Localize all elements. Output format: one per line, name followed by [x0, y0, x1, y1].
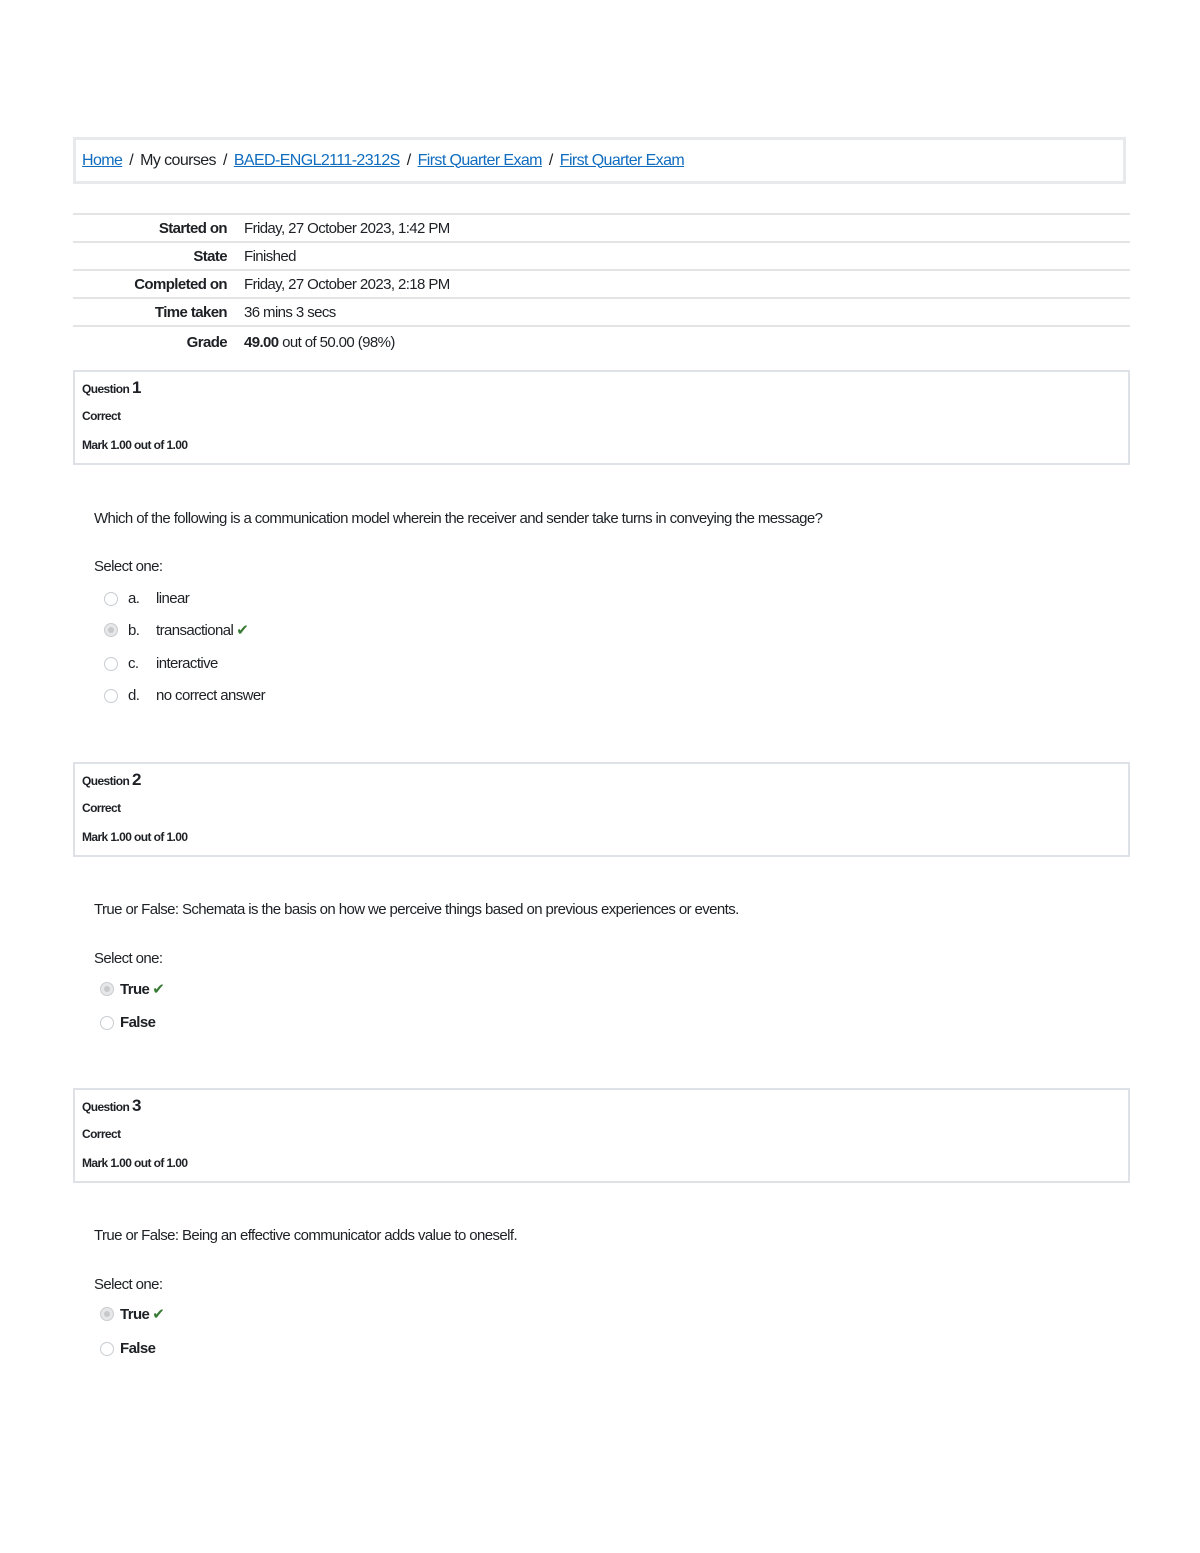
radio-button[interactable] [104, 689, 118, 703]
grade-value [244, 334, 395, 351]
grade-label: Grade [186, 333, 227, 351]
radio-button[interactable] [100, 1016, 114, 1030]
answer-option-true[interactable] [100, 1305, 164, 1323]
state-label: State [193, 247, 227, 265]
question-text: True or False: Schemata is the basis on how we perceive things based on previous experiences or events. [94, 901, 739, 918]
question-mark: Mark 1.00 out of 1.00 [82, 1156, 188, 1170]
summary-row-time [73, 297, 1130, 325]
radio-button-selected[interactable] [100, 1307, 114, 1321]
state-value: Finished [244, 247, 296, 265]
option-text: transactional [156, 621, 234, 639]
question-info-box [73, 370, 1130, 465]
summary-row-completed [73, 269, 1130, 297]
answer-option-c[interactable] [104, 655, 218, 672]
answer-option-false[interactable] [100, 1014, 155, 1031]
option-letter: c. [128, 655, 139, 672]
answer-option-b[interactable] [104, 621, 248, 639]
option-text: False [120, 1014, 156, 1031]
breadcrumb-activity-link[interactable]: First Quarter Exam [559, 151, 685, 169]
breadcrumb-home-link[interactable]: Home [82, 151, 123, 169]
option-text: False [120, 1340, 156, 1357]
select-one-prompt: Select one: [94, 950, 163, 967]
option-letter: b. [128, 621, 140, 639]
radio-button-selected[interactable] [100, 982, 114, 996]
option-letter: d. [128, 687, 140, 704]
question-label: Question [82, 382, 130, 396]
select-one-prompt: Select one: [94, 558, 163, 575]
question-state: Correct [82, 409, 121, 423]
breadcrumb-course-link[interactable]: BAED-ENGL2111-2312S [233, 151, 400, 169]
grade-score: 49.00 [244, 333, 279, 351]
question-number-value: 2 [131, 770, 141, 789]
breadcrumb-separator: / [129, 151, 134, 169]
breadcrumb-separator: / [548, 151, 553, 169]
summary-row-grade [73, 325, 1130, 357]
question-state: Correct [82, 1127, 121, 1141]
completed-value: Friday, 27 October 2023, 2:18 PM [244, 275, 450, 293]
check-icon: ✔ [236, 622, 249, 639]
radio-button[interactable] [100, 1342, 114, 1356]
question-info-box [73, 762, 1130, 857]
option-text: True [120, 1305, 150, 1323]
question-mark: Mark 1.00 out of 1.00 [82, 830, 188, 844]
time-taken-value: 36 mins 3 secs [244, 303, 336, 321]
option-text: no correct answer [156, 687, 266, 704]
breadcrumb-my-courses: My courses [140, 151, 216, 169]
question-label: Question [82, 1100, 130, 1114]
question-number-value: 1 [131, 378, 141, 397]
question-label: Question [82, 774, 130, 788]
check-icon: ✔ [152, 1306, 165, 1323]
question-number-value: 3 [131, 1096, 141, 1115]
breadcrumb-section-link[interactable]: First Quarter Exam [417, 151, 542, 169]
question-info-box [73, 1088, 1130, 1183]
time-taken-label: Time taken [154, 303, 227, 321]
question-text: Which of the following is a communication model wherein the receiver and sender take turns in conveying the message? [94, 510, 823, 527]
grade-out-of: out of 50.00 (98%) [282, 333, 395, 351]
started-value: Friday, 27 October 2023, 1:42 PM [244, 219, 450, 237]
summary-row-state [73, 241, 1130, 269]
question-number [82, 378, 141, 398]
summary-row-started [73, 213, 1130, 241]
attempt-summary-table [73, 213, 1130, 357]
breadcrumb [73, 137, 1126, 184]
question-state: Correct [82, 801, 121, 815]
select-one-prompt: Select one: [94, 1276, 163, 1293]
breadcrumb-separator: / [222, 151, 227, 169]
option-text: True [120, 980, 150, 998]
option-text: interactive [156, 655, 218, 672]
question-number [82, 770, 141, 790]
question-number [82, 1096, 141, 1116]
question-mark: Mark 1.00 out of 1.00 [82, 438, 188, 452]
answer-option-d[interactable] [104, 687, 265, 704]
question-text: True or False: Being an effective communicator adds value to oneself. [94, 1227, 518, 1244]
option-letter: a. [128, 590, 140, 607]
answer-option-false[interactable] [100, 1340, 155, 1357]
answer-option-a[interactable] [104, 590, 189, 607]
breadcrumb-separator: / [406, 151, 411, 169]
radio-button-selected[interactable] [104, 623, 118, 637]
started-label: Started on [158, 219, 227, 237]
option-text: linear [156, 590, 190, 607]
completed-label: Completed on [134, 275, 227, 293]
radio-button[interactable] [104, 592, 118, 606]
check-icon: ✔ [152, 981, 165, 998]
answer-option-true[interactable] [100, 980, 164, 998]
radio-button[interactable] [104, 657, 118, 671]
